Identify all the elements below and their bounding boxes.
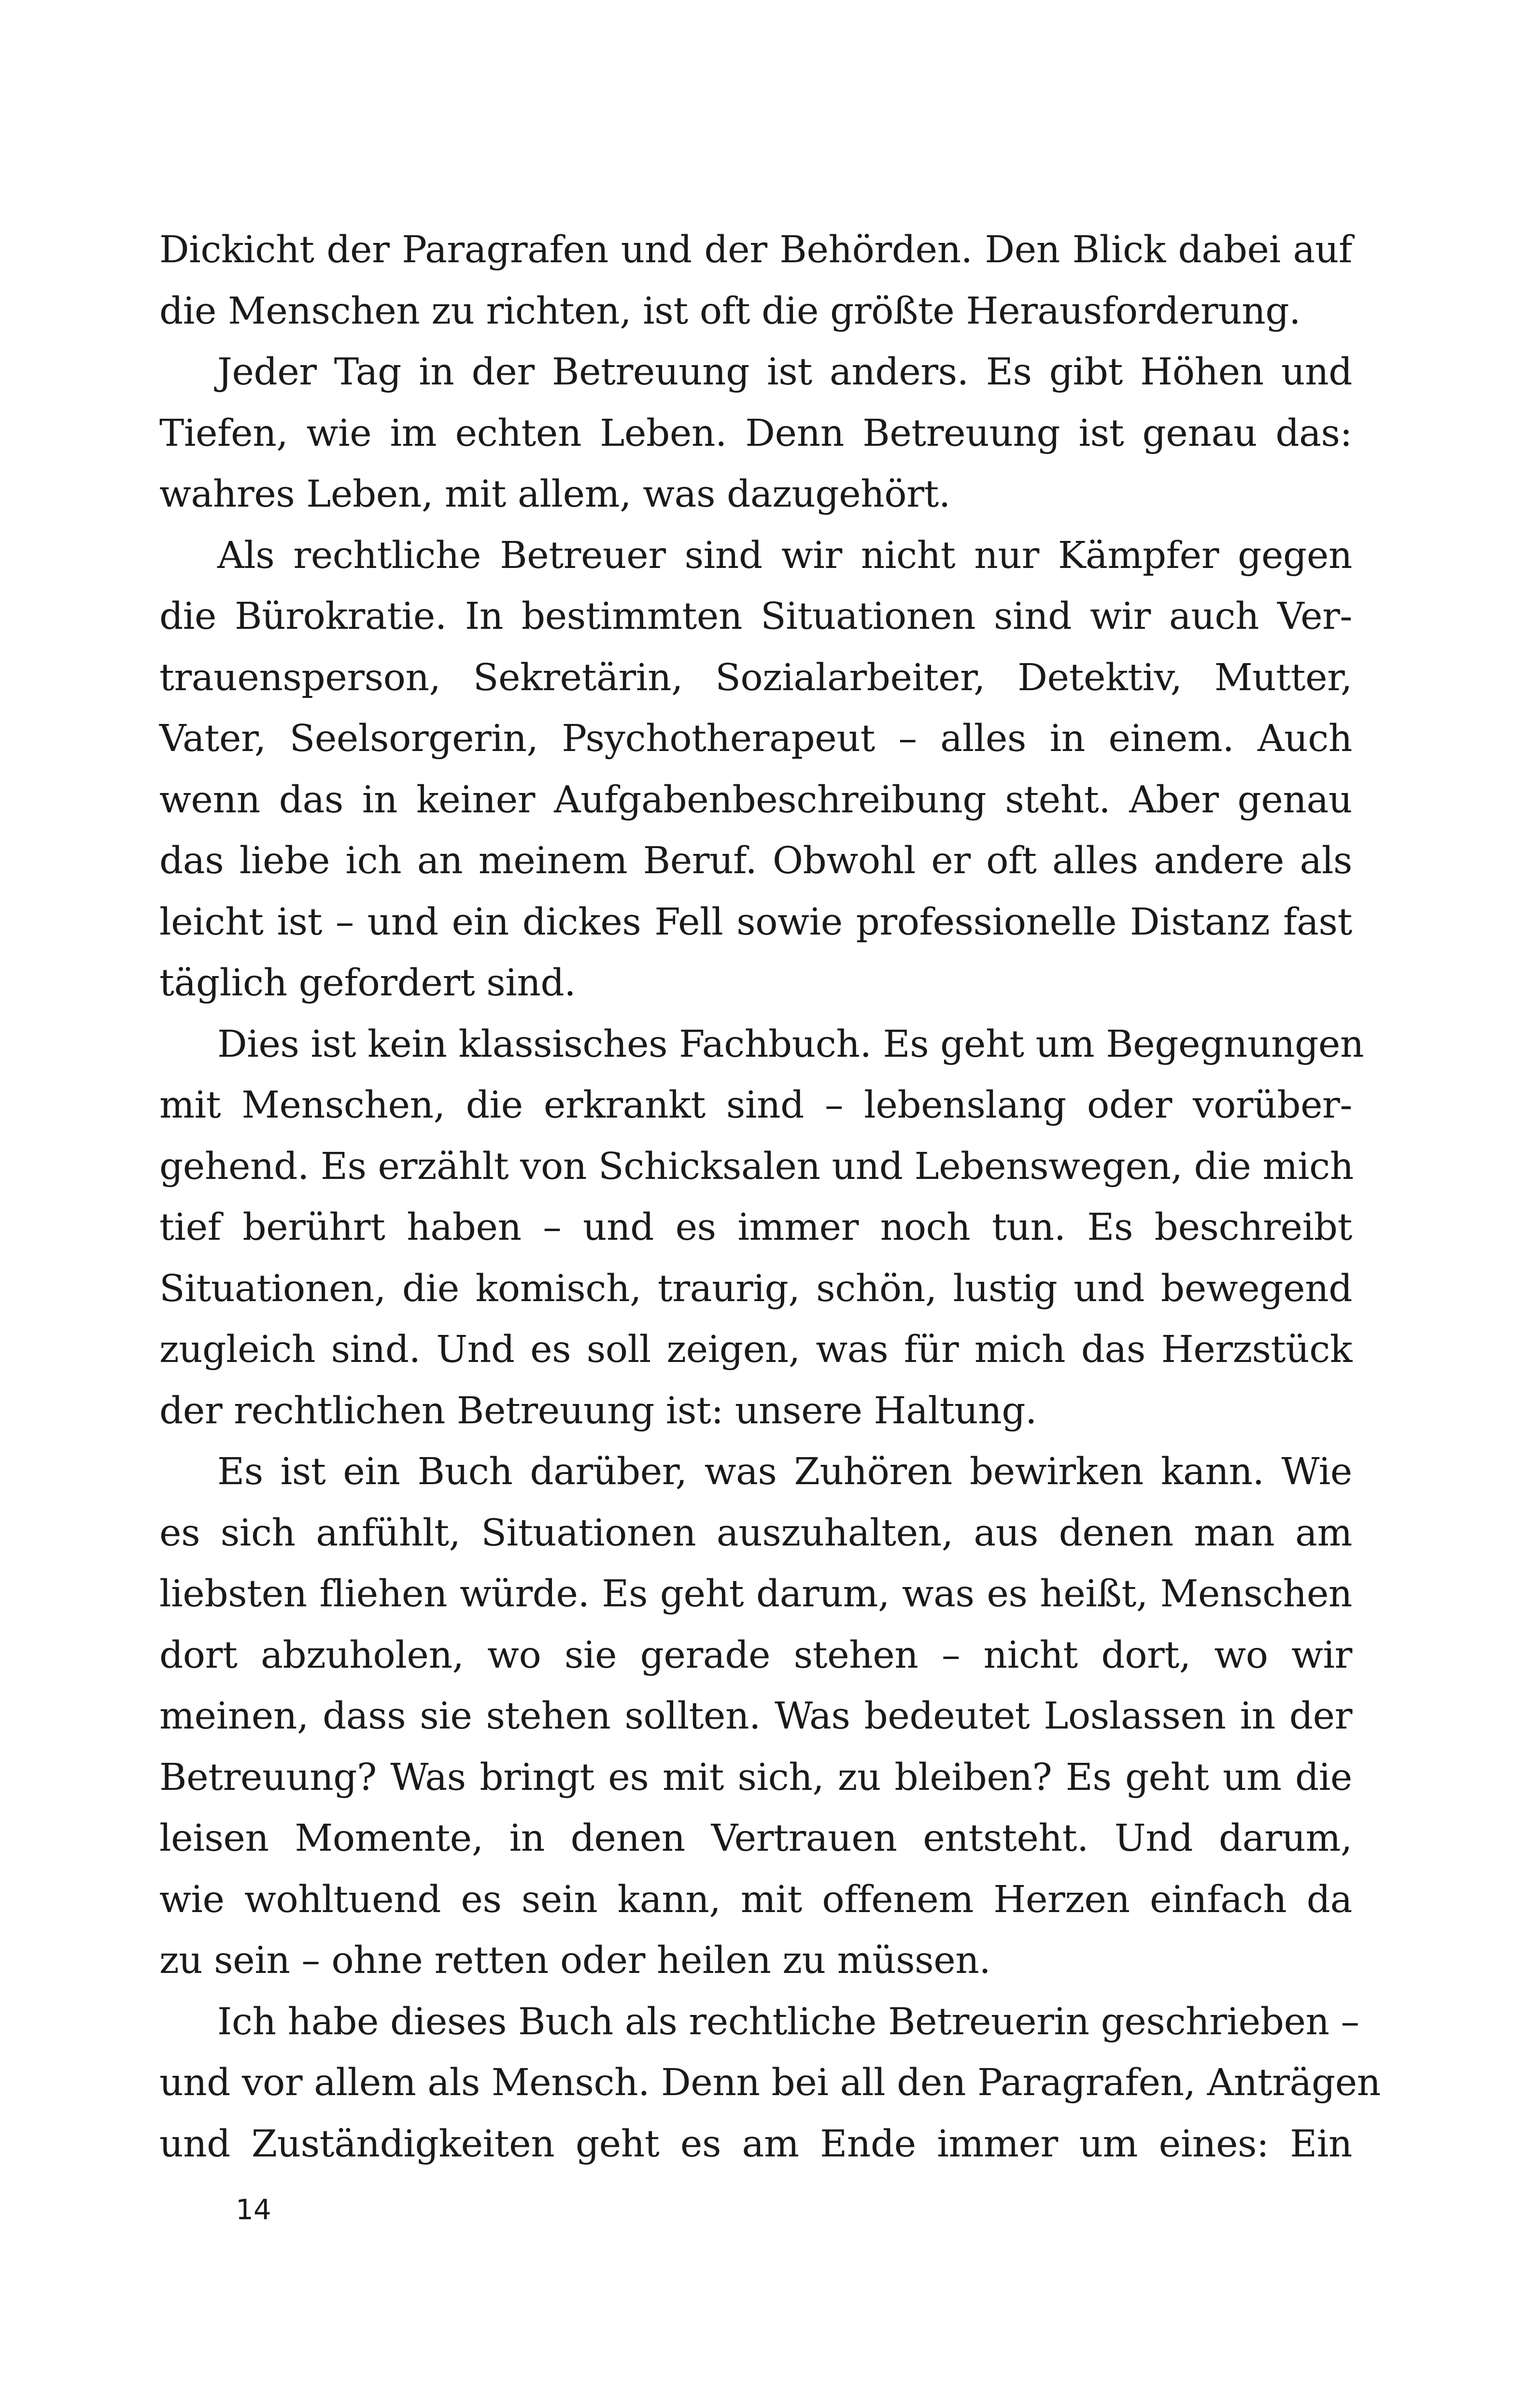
text-line: das liebe ich an meinem Beruf. Obwohl er oft alles andere als <box>159 839 1352 882</box>
text-line: Vater, Seelsorgerin, Psychotherapeut – alles in einem. Auch <box>159 717 1352 760</box>
text-line: leisen Momente, in denen Vertrauen entsteht. Und darum, <box>159 1817 1352 1860</box>
text-line: gehend. Es erzählt von Schicksalen und Lebenswegen, die mich <box>159 1145 1354 1188</box>
text-line: zugleich sind. Und es soll zeigen, was für mich das Herzstück <box>159 1328 1352 1371</box>
text-line: Dickicht der Paragrafen und der Behörden. Den Blick dabei auf <box>159 228 1352 271</box>
text-line: leicht ist – und ein dickes Fell sowie professionelle Distanz fast <box>159 900 1352 944</box>
text-line: Ich habe dieses Buch als rechtliche Betreuerin geschrieben – <box>217 2000 1359 2043</box>
text-line: Betreuung? Was bringt es mit sich, zu bleiben? Es geht um die <box>159 1756 1352 1799</box>
text-line: der rechtlichen Betreuung ist: unsere Haltung. <box>159 1389 1037 1432</box>
text-line: Es ist ein Buch darüber, was Zuhören bewirken kann. Wie <box>217 1450 1352 1493</box>
body-text <box>159 220 1381 2175</box>
text-line: trauensperson, Sekretärin, Sozialarbeiter, Detektiv, Mutter, <box>159 656 1352 699</box>
text-line: und vor allem als Mensch. Denn bei all den Paragrafen, Anträgen <box>159 2061 1381 2104</box>
text-line: täglich gefordert sind. <box>159 962 576 1005</box>
text-line: wahres Leben, mit allem, was dazugehört. <box>159 473 950 516</box>
text-line: und Zuständigkeiten geht es am Ende immer um eines: Ein <box>159 2122 1352 2166</box>
text-line: Situationen, die komisch, traurig, schön, lustig und bewegend <box>159 1267 1352 1310</box>
text-line: liebsten fliehen würde. Es geht darum, was es heißt, Menschen <box>159 1573 1352 1616</box>
text-line: mit Menschen, die erkrankt sind – lebenslang oder vorüber- <box>159 1084 1352 1127</box>
text-line: Tiefen, wie im echten Leben. Denn Betreuung ist genau das: <box>159 411 1352 455</box>
page-number: 14 <box>236 2193 271 2226</box>
text-line: die Menschen zu richten, ist oft die größte Herausforderung. <box>159 289 1301 333</box>
text-line: meinen, dass sie stehen sollten. Was bedeutet Loslassen in der <box>159 1695 1352 1738</box>
text-line: es sich anfühlt, Situationen auszuhalten, aus denen man am <box>159 1511 1352 1555</box>
text-line: dort abzuholen, wo sie gerade stehen – nicht dort, wo wir <box>159 1633 1352 1677</box>
text-line: Dies ist kein klassisches Fachbuch. Es geht um Begegnungen <box>217 1022 1364 1066</box>
text-line: wenn das in keiner Aufgabenbeschreibung steht. Aber genau <box>159 778 1352 822</box>
text-line: tief berührt haben – und es immer noch tun. Es beschreibt <box>159 1206 1352 1249</box>
text-line: Als rechtliche Betreuer sind wir nicht nur Kämpfer gegen <box>217 534 1352 577</box>
text-line: zu sein – ohne retten oder heilen zu müssen. <box>159 1939 991 1982</box>
text-line: Jeder Tag in der Betreuung ist anders. Es gibt Höhen und <box>217 351 1352 394</box>
text-line: wie wohltuend es sein kann, mit offenem Herzen einfach da <box>159 1878 1352 1921</box>
text-line: die Bürokratie. In bestimmten Situationen sind wir auch Ver- <box>159 595 1352 638</box>
